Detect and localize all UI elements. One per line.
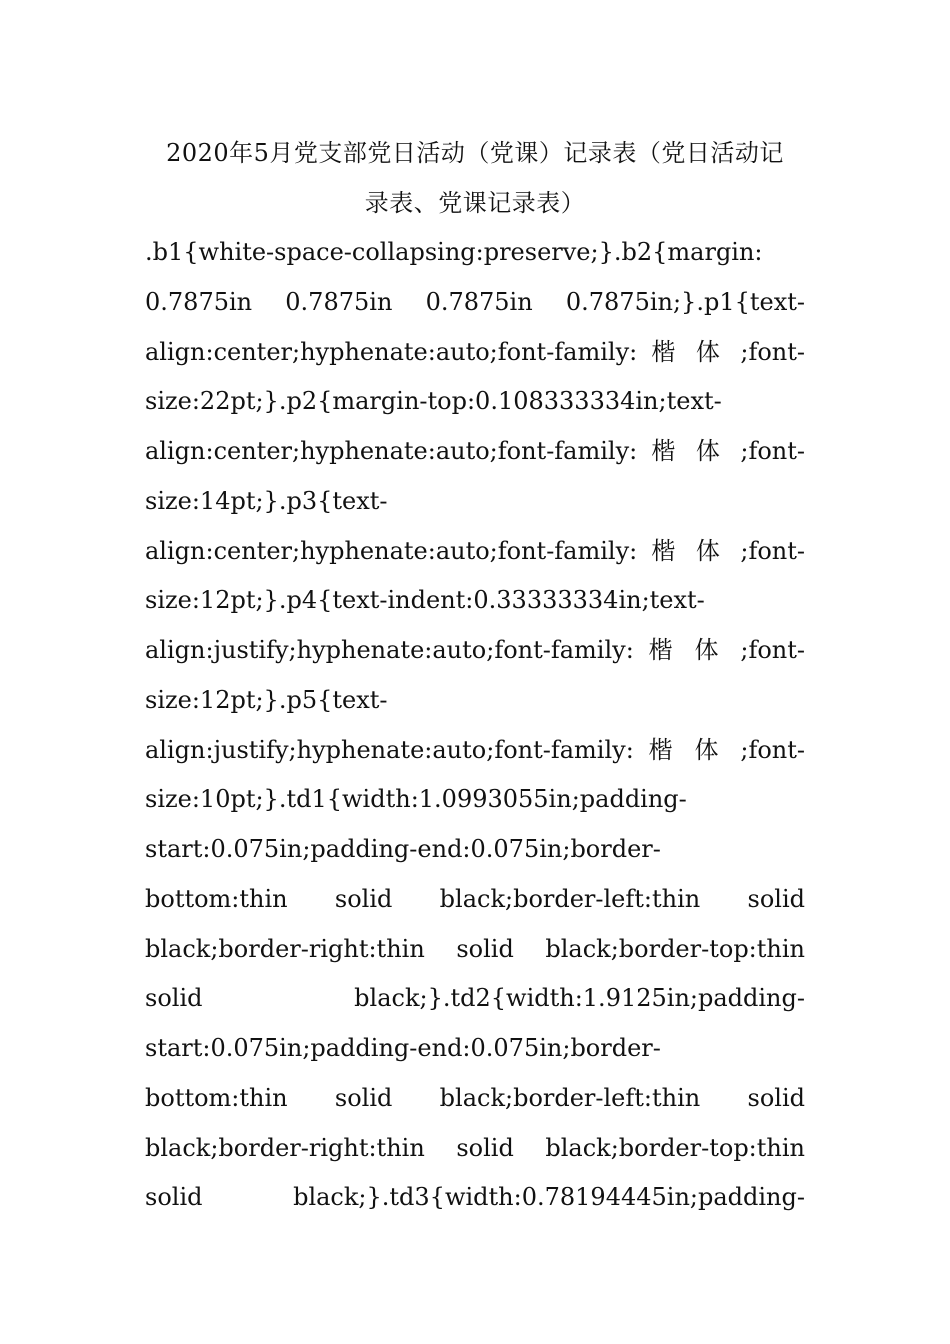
body-line: black;border-right:thin solid black;border-top:thin <box>145 934 805 963</box>
title-line-2: 录表、党课记录表） <box>364 189 586 217</box>
body-line: align:justify;hyphenate:auto;font-family: 楷 体 ;font- <box>145 636 805 664</box>
body-line: start:0.075in;padding-end:0.075in;border- <box>145 835 661 863</box>
body-line: align:center;hyphenate:auto;font-family: 楷 体 ;font- <box>145 337 805 366</box>
body-line: size:12pt;}.p5{text- <box>145 685 388 714</box>
body-line: align:justify;hyphenate:auto;font-family: 楷 体 ;font- <box>145 735 805 764</box>
body-line: align:center;hyphenate:auto;font-family: 楷 体 ;font- <box>145 536 805 565</box>
body-line: size:22pt;}.p2{margin-top:0.108333334in;text- <box>145 387 722 416</box>
body-line: align:center;hyphenate:auto;font-family: 楷 体 ;font- <box>145 437 805 465</box>
body-line: size:14pt;}.p3{text- <box>145 486 388 515</box>
title-line-1: 2020年5月党支部党日活动（党课）记录表（党日活动记 <box>166 139 784 167</box>
body-line: .b1{white-space-collapsing:preserve;}.b2{margin: <box>145 238 763 266</box>
body-line: solid black;}.td3{width:0.78194445in;padding- <box>145 1183 805 1212</box>
document-page <box>145 128 805 1223</box>
body-line: 0.7875in 0.7875in 0.7875in 0.7875in;}.p1{text- <box>145 287 805 316</box>
document-title <box>145 128 805 228</box>
body-line: start:0.075in;padding-end:0.075in;border- <box>145 1034 661 1062</box>
body-line: size:12pt;}.p4{text-indent:0.33333334in;text- <box>145 586 705 615</box>
body-line: bottom:thin solid black;border-left:thin solid <box>145 1083 805 1112</box>
body-line: bottom:thin solid black;border-left:thin solid <box>145 884 805 913</box>
body-line: solid black;}.td2{width:1.9125in;padding- <box>145 984 805 1013</box>
document-body <box>145 228 805 1223</box>
body-line: size:10pt;}.td1{width:1.0993055in;padding- <box>145 785 687 814</box>
body-line: black;border-right:thin solid black;border-top:thin <box>145 1133 805 1162</box>
